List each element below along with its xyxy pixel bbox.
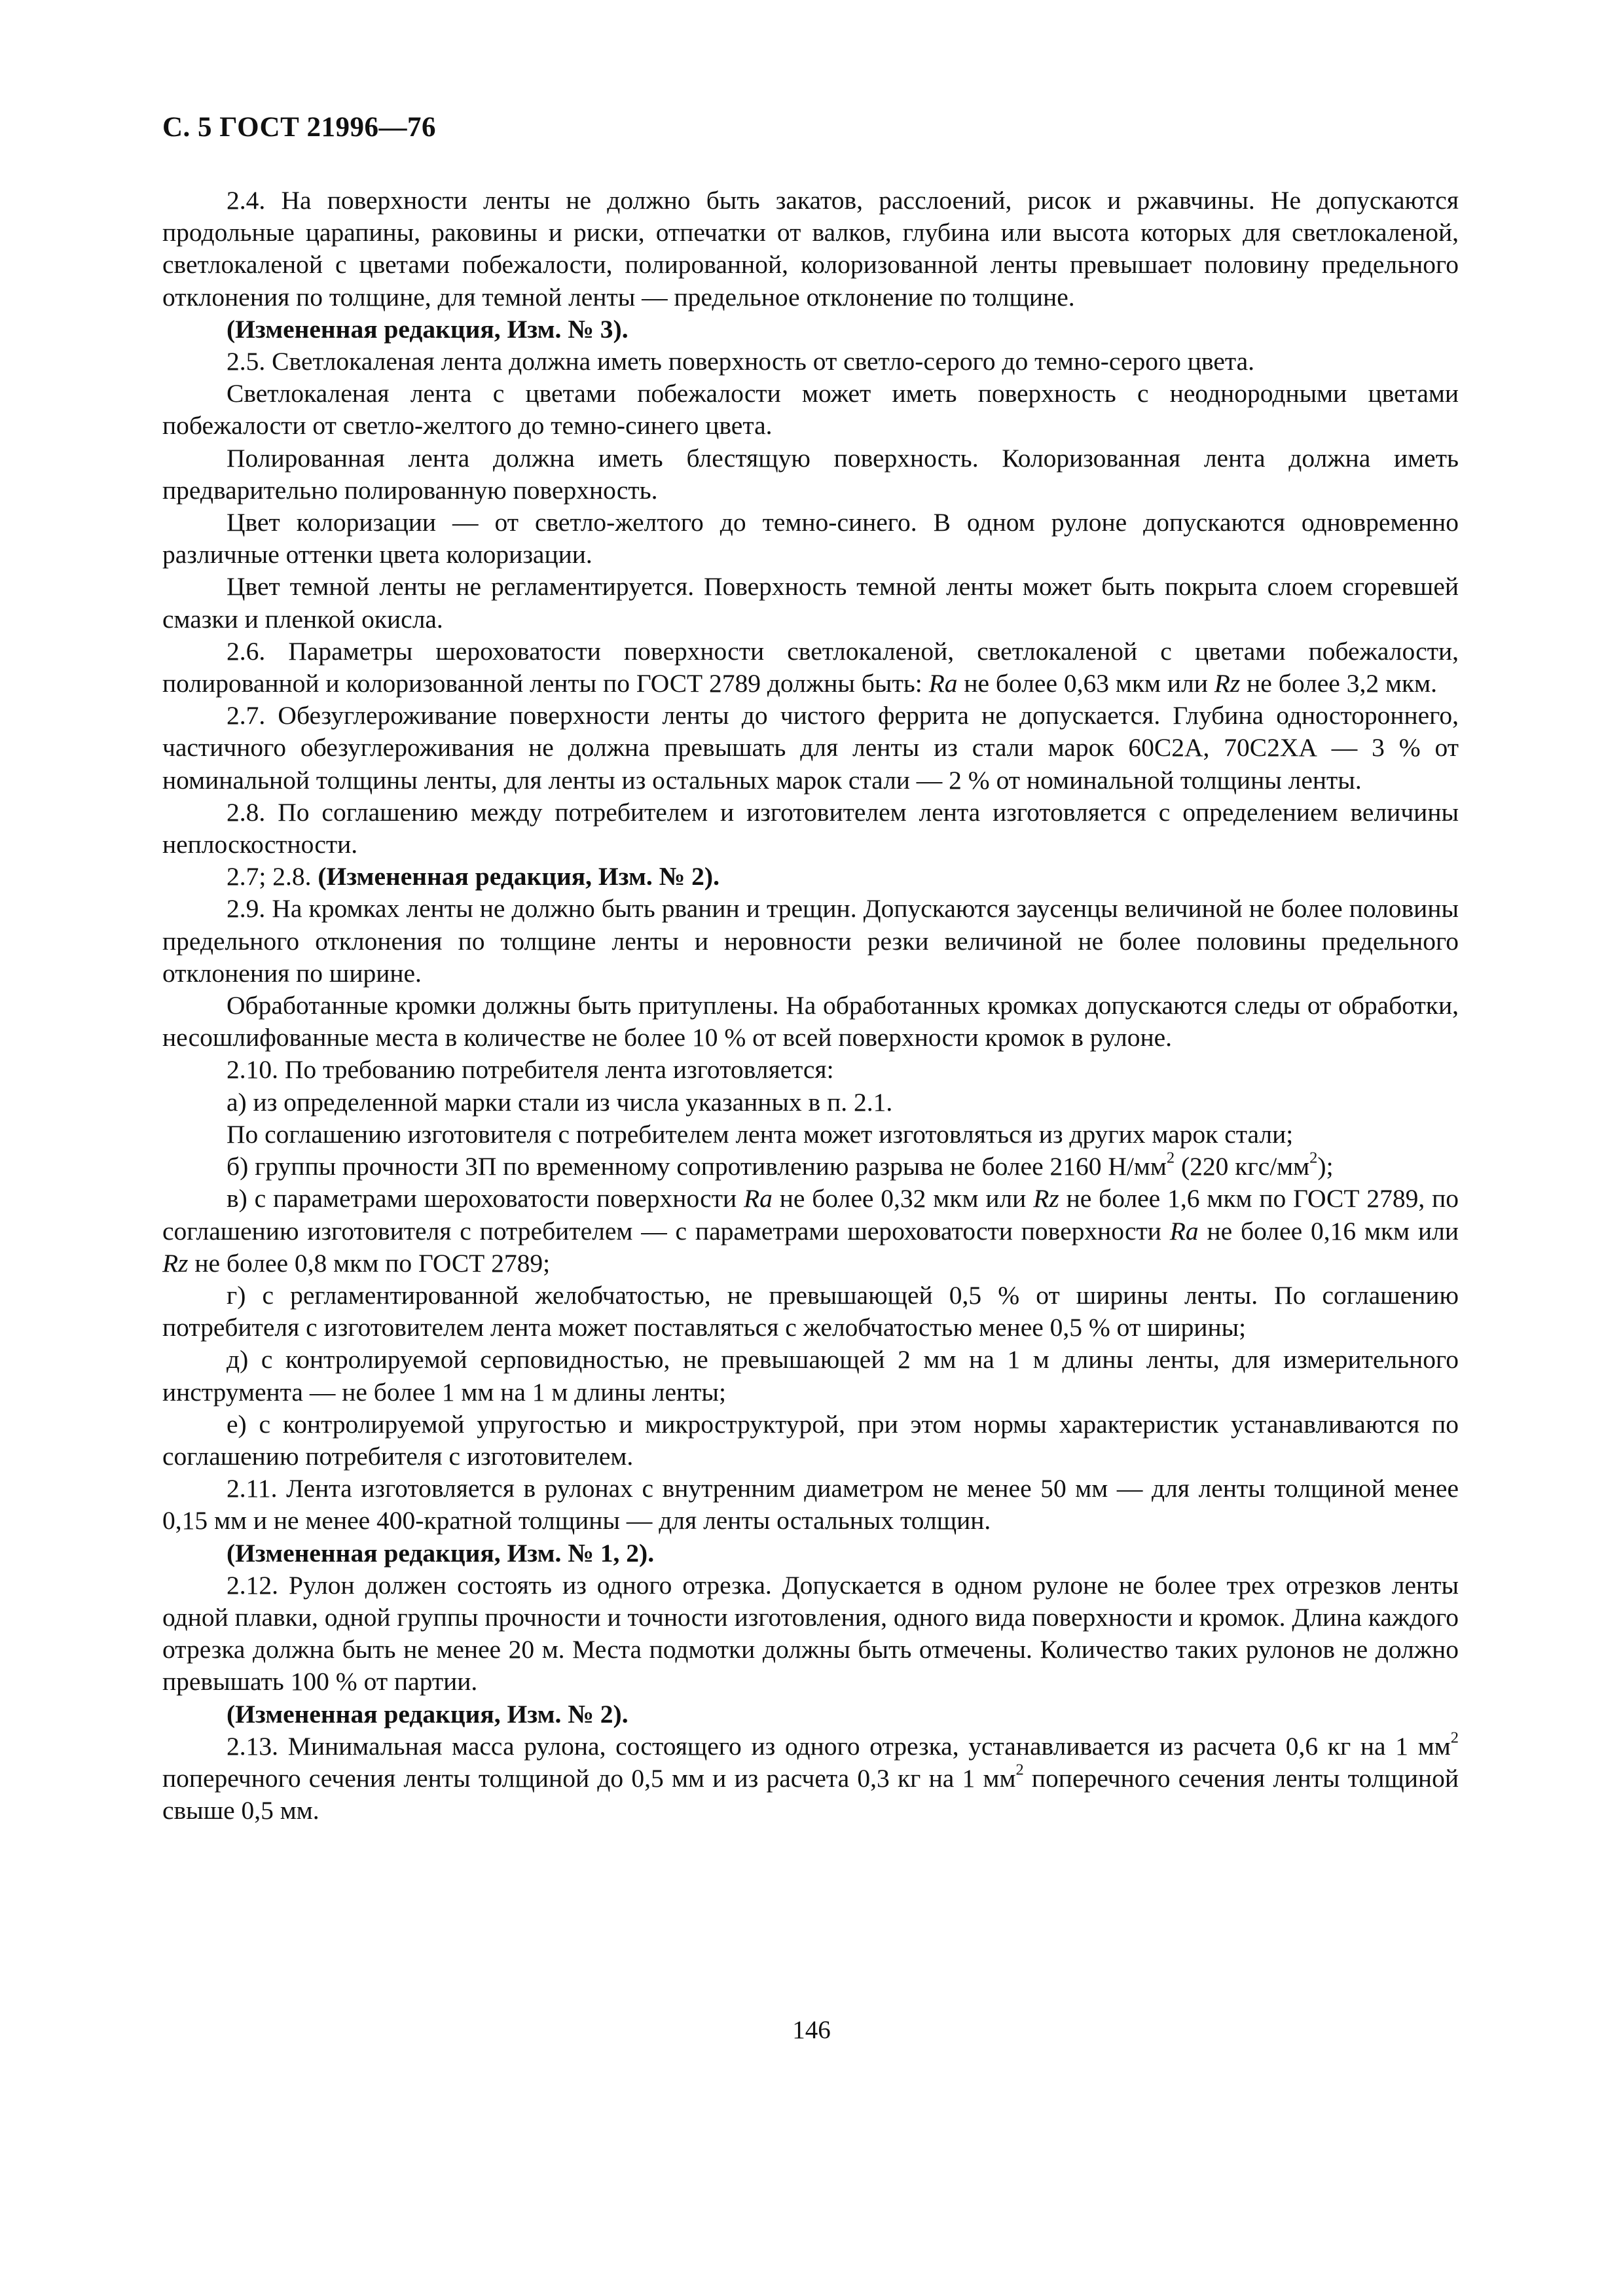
text-run: (220 кгс/мм — [1175, 1152, 1310, 1181]
paragraph-2-13 — [162, 1731, 1459, 1827]
ra-symbol: Ra — [928, 669, 958, 698]
text-run: поперечного сечения ленты толщиной до 0,5 мм и из расчета 0,3 кг на 1 мм — [162, 1763, 1016, 1793]
paragraph-2-9: 2.9. На кромках ленты не должно быть рванин и трещин. Допускаются заусенцы величиной не более половины предельного отклонения по толщине ленты и неровности резки величиной не более половины предельного отклонения по ширине. — [162, 894, 1459, 988]
rz-symbol: Rz — [1214, 669, 1241, 698]
paragraph-2-5-colorization: Цвет колоризации — от светло-желтого до темно-синего. В одном рулоне допускаются одновременно различные оттенки цвета колоризации. — [162, 508, 1459, 569]
list-item-g: г) с регламентированной желобчатостью, не превышающей 0,5 % от ширины ленты. По соглашению потребителя с изготовителем лента может поставляться с желобчатостью менее 0,5 % от ширины; — [162, 1280, 1459, 1342]
amendment-note: (Измененная редакция, Изм. № 3). — [227, 314, 629, 344]
amendment-note: (Измененная редакция, Изм. № 2). — [318, 862, 720, 891]
superscript: 2 — [1450, 1729, 1459, 1747]
text-run: в) с параметрами шероховатости поверхности — [227, 1184, 744, 1213]
page-number: 146 — [792, 2016, 831, 2044]
amendment-note: (Измененная редакция, Изм. № 2). — [227, 1699, 629, 1729]
paragraph-2-5-dark-strip: Цвет темной ленты не регламентируется. Поверхность темной ленты может быть покрыта слоем сгоревшей смазки и пленкой окисла. — [162, 572, 1459, 634]
paragraph-2-5: 2.5. Светлокаленая лента должна иметь поверхность от светло-серого до темно-серого цвета. — [227, 347, 1255, 376]
document-body — [162, 185, 1459, 1827]
list-item-a: а) из определенной марки стали из числа указанных в п. 2.1. — [227, 1087, 893, 1117]
amendment-note-2-7-2-8 — [162, 861, 1459, 893]
list-item-d: д) с контролируемой серповидностью, не превышающей 2 мм на 1 м длины ленты, для измерительного инструмента — не более 1 мм на 1 м длины ленты; — [162, 1345, 1459, 1407]
ra-symbol: Ra — [744, 1184, 773, 1213]
text-run: 2.13. Минимальная масса рулона, состоящего из одного отрезка, устанавливается из расчета 0,6 кг на 1 мм — [227, 1731, 1451, 1761]
paragraph-2-9-edges: Обработанные кромки должны быть притуплены. На обработанных кромках допускаются следы от обработки, несошлифованные места в количестве не более 10 % от всей поверхности кромок в рулоне. — [162, 991, 1459, 1052]
paragraph-2-12: 2.12. Рулон должен состоять из одного отрезка. Допускается в одном рулоне не более трех отрезков ленты одной плавки, одной группы прочности и точности изготовления, одного вида поверхности и кромок. Длина каждого отрезка должна быть не менее 20 м. Места подмотки должны быть отмечены. Количество таких рулонов не должно превышать 100 % от партии. — [162, 1570, 1459, 1696]
list-item-b — [162, 1151, 1459, 1183]
text-run: не более 0,8 мкм по ГОСТ 2789; — [188, 1248, 551, 1278]
text-run: не более 1,6 мкм по ГОСТ 2789, по соглашению изготовителя с потребителем — с параметрами шероховатости поверхности — [162, 1184, 1459, 1246]
text-run: ); — [1317, 1152, 1334, 1181]
list-item-v — [162, 1183, 1459, 1280]
text-run: не более 3,2 мкм. — [1240, 669, 1438, 698]
text-run: не более 0,16 мкм или — [1198, 1216, 1459, 1246]
text-run: поперечного сечения ленты толщиной свыше 0,5 мм. — [162, 1763, 1459, 1825]
ra-symbol: Ra — [1169, 1216, 1199, 1246]
text-run: б) группы прочности 3П по временному сопротивлению разрыва не более 2160 Н/мм — [227, 1152, 1167, 1181]
amendment-note: (Измененная редакция, Изм. № 1, 2). — [227, 1538, 655, 1568]
paragraph-2-8: 2.8. По соглашению между потребителем и изготовителем лента изготовляется с определением величины неплоскостности. — [162, 797, 1459, 859]
paragraph-2-4: 2.4. На поверхности ленты не должно быть закатов, расслоений, рисок и ржавчины. Не допускаются продольные царапины, раковины и риски, отпечатки от валков, глубина или высота которых для светлокаленой, светлокаленой с цветами побежалости, полированной, колоризованной ленты превышает половину предельного отклонения по толщине, для темной ленты — предельное отклонение по толщине. — [162, 186, 1459, 312]
text-run: не более 0,32 мкм или — [772, 1184, 1034, 1213]
paragraph-2-7: 2.7. Обезуглероживание поверхности ленты до чистого феррита не допускается. Глубина одностороннего, частичного обезуглероживания не должна превышать для ленты из стали марок 60С2А, 70С2ХА — 3 % от номинальной толщины ленты, для ленты из остальных марок стали — 2 % от номинальной толщины ленты. — [162, 701, 1459, 795]
rz-symbol: Rz — [1033, 1184, 1059, 1213]
paragraph-2-10-other-grades: По соглашению изготовителя с потребителем лента может изготовляться из других марок стали; — [227, 1119, 1294, 1149]
text-run: не более 0,63 мкм или — [957, 669, 1214, 698]
text-run: 2.7; 2.8. — [227, 862, 318, 891]
text-run: 2.6. Параметры шероховатости поверхности светлокаленой, светлокаленой с цветами побежалости, полированной и колоризованной ленты по ГОСТ 2789 должны быть: — [162, 636, 1459, 698]
paragraph-2-5-polished: Полированная лента должна иметь блестящую поверхность. Колоризованная лента должна иметь предварительно полированную поверхность. — [162, 443, 1459, 505]
superscript: 2 — [1166, 1149, 1175, 1167]
paragraph-2-10: 2.10. По требованию потребителя лента изготовляется: — [227, 1055, 834, 1085]
superscript: 2 — [1015, 1761, 1024, 1779]
list-item-e: е) с контролируемой упругостью и микроструктурой, при этом нормы характеристик устанавливаются по соглашению потребителя с изготовителем. — [162, 1409, 1459, 1471]
page-header: С. 5 ГОСТ 21996—76 — [162, 112, 437, 143]
paragraph-2-5-tempered-colors: Светлокаленая лента с цветами побежалости может иметь поверхность с неоднородными цветами побежалости от светло-желтого до темно-синего цвета. — [162, 379, 1459, 440]
paragraph-2-11: 2.11. Лента изготовляется в рулонах с внутренним диаметром не менее 50 мм — для ленты толщиной менее 0,15 мм и не менее 400-кратной толщины — для ленты остальных толщин. — [162, 1474, 1459, 1535]
superscript: 2 — [1309, 1149, 1318, 1167]
paragraph-2-6 — [162, 636, 1459, 700]
rz-symbol: Rz — [162, 1248, 189, 1278]
